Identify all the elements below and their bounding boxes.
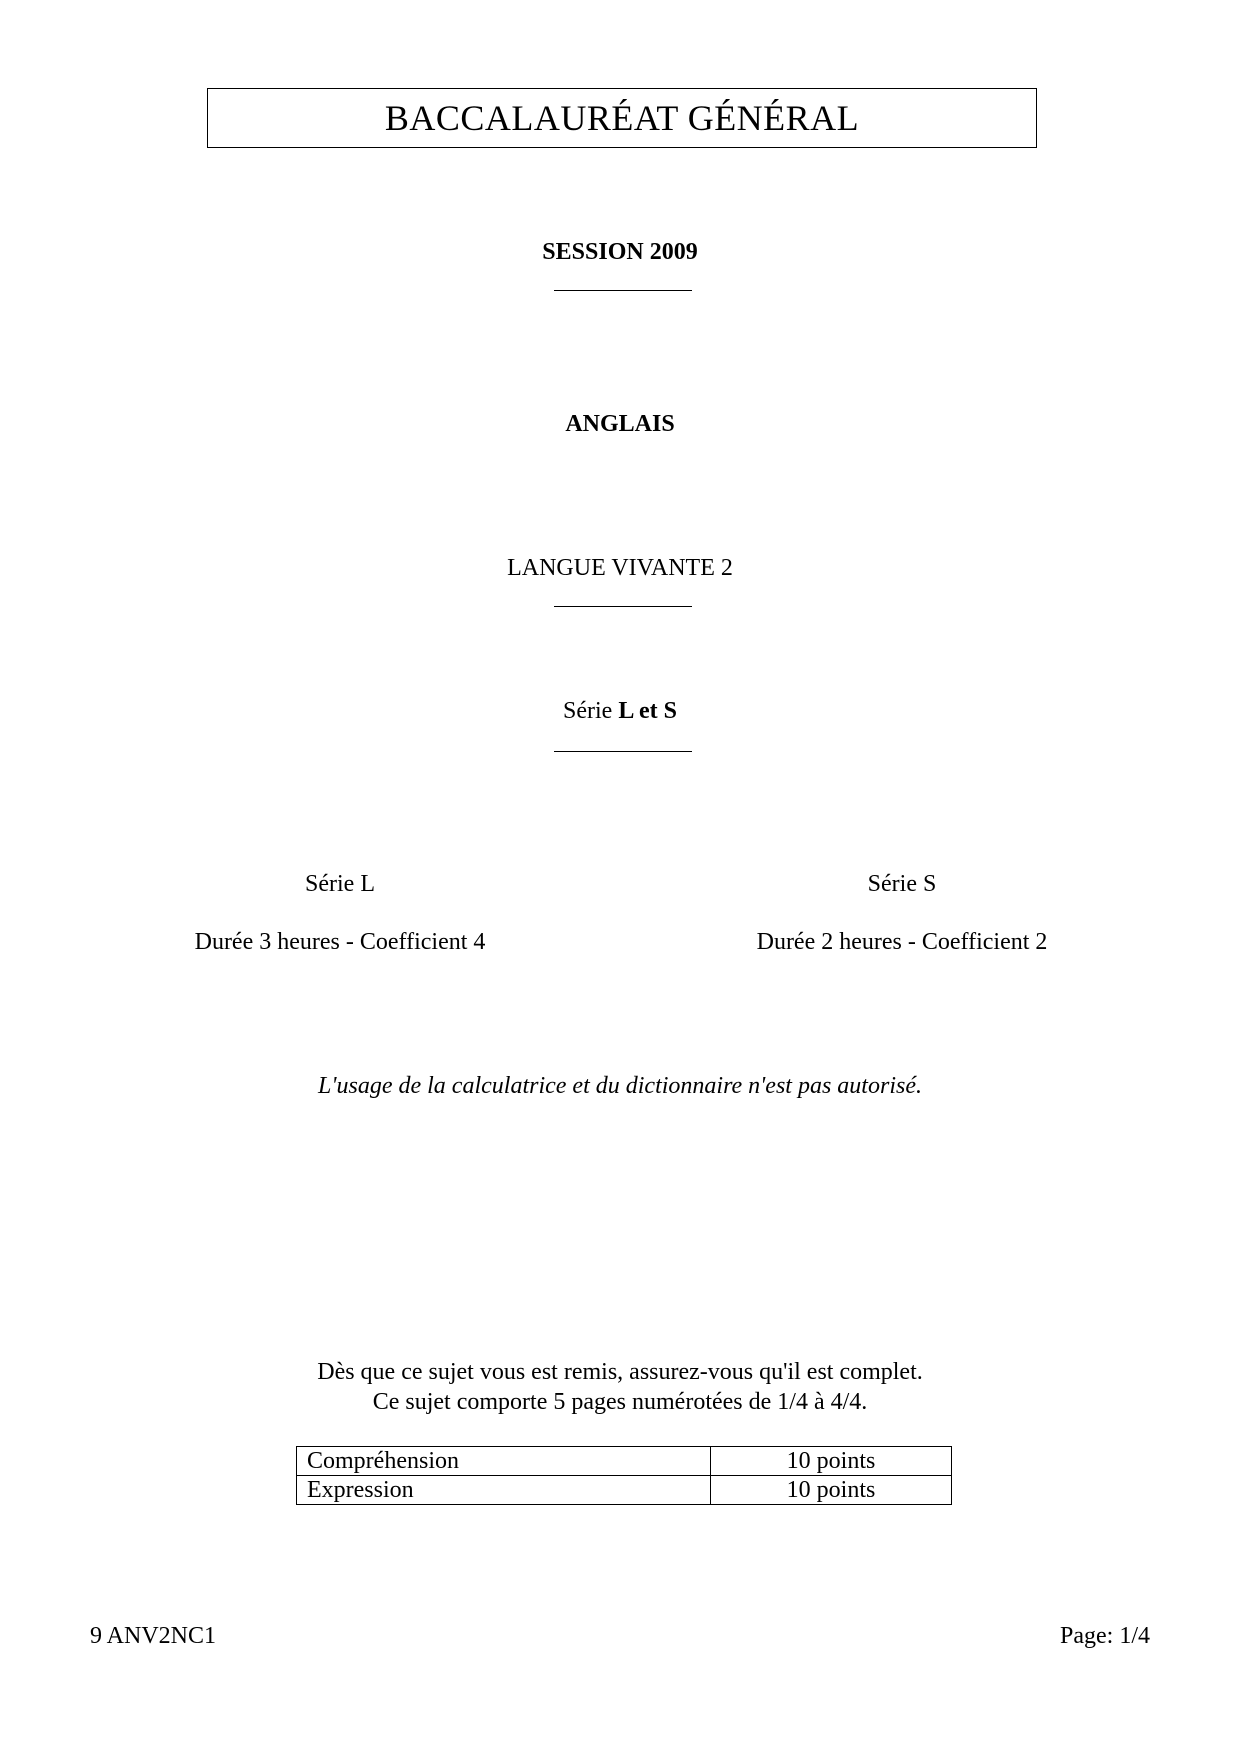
exam-title-box <box>207 88 1037 148</box>
language-level-label: LANGUE VIVANTE 2 <box>507 555 733 581</box>
instruction-line-2: Ce sujet comporte 5 pages numérotées de 1/4 à 4/4. <box>372 1389 868 1415</box>
scoring-part: Compréhension <box>297 1447 711 1476</box>
table-row <box>297 1447 952 1476</box>
scoring-points: 10 points <box>711 1476 952 1505</box>
left-series-details: Durée 3 heures - Coefficient 4 <box>194 929 486 955</box>
series-label <box>0 697 1240 725</box>
document-code: 9 ANV2NC1 <box>90 1623 217 1649</box>
right-series-label: Série S <box>867 871 937 897</box>
series-value: L et S <box>618 698 677 724</box>
scoring-part: Expression <box>297 1476 711 1505</box>
left-series-label: Série L <box>305 871 375 897</box>
separator-line <box>554 751 692 752</box>
scoring-points: 10 points <box>711 1447 952 1476</box>
separator-line <box>554 606 692 607</box>
calculator-notice: L'usage de la calculatrice et du dictionnaire n'est pas autorisé. <box>318 1073 922 1099</box>
series-prefix: Série <box>563 698 619 724</box>
instruction-line-1: Dès que ce sujet vous est remis, assurez-vous qu'il est complet. <box>317 1359 923 1385</box>
right-series-details: Durée 2 heures - Coefficient 2 <box>756 929 1048 955</box>
table-row <box>297 1476 952 1505</box>
separator-line <box>554 290 692 291</box>
subject-label: ANGLAIS <box>565 411 675 437</box>
scoring-table <box>296 1446 952 1505</box>
session-label: SESSION 2009 <box>542 239 698 265</box>
exam-title: BACCALAURÉAT GÉNÉRAL <box>384 98 860 138</box>
page-number: Page: 1/4 <box>1060 1623 1150 1649</box>
